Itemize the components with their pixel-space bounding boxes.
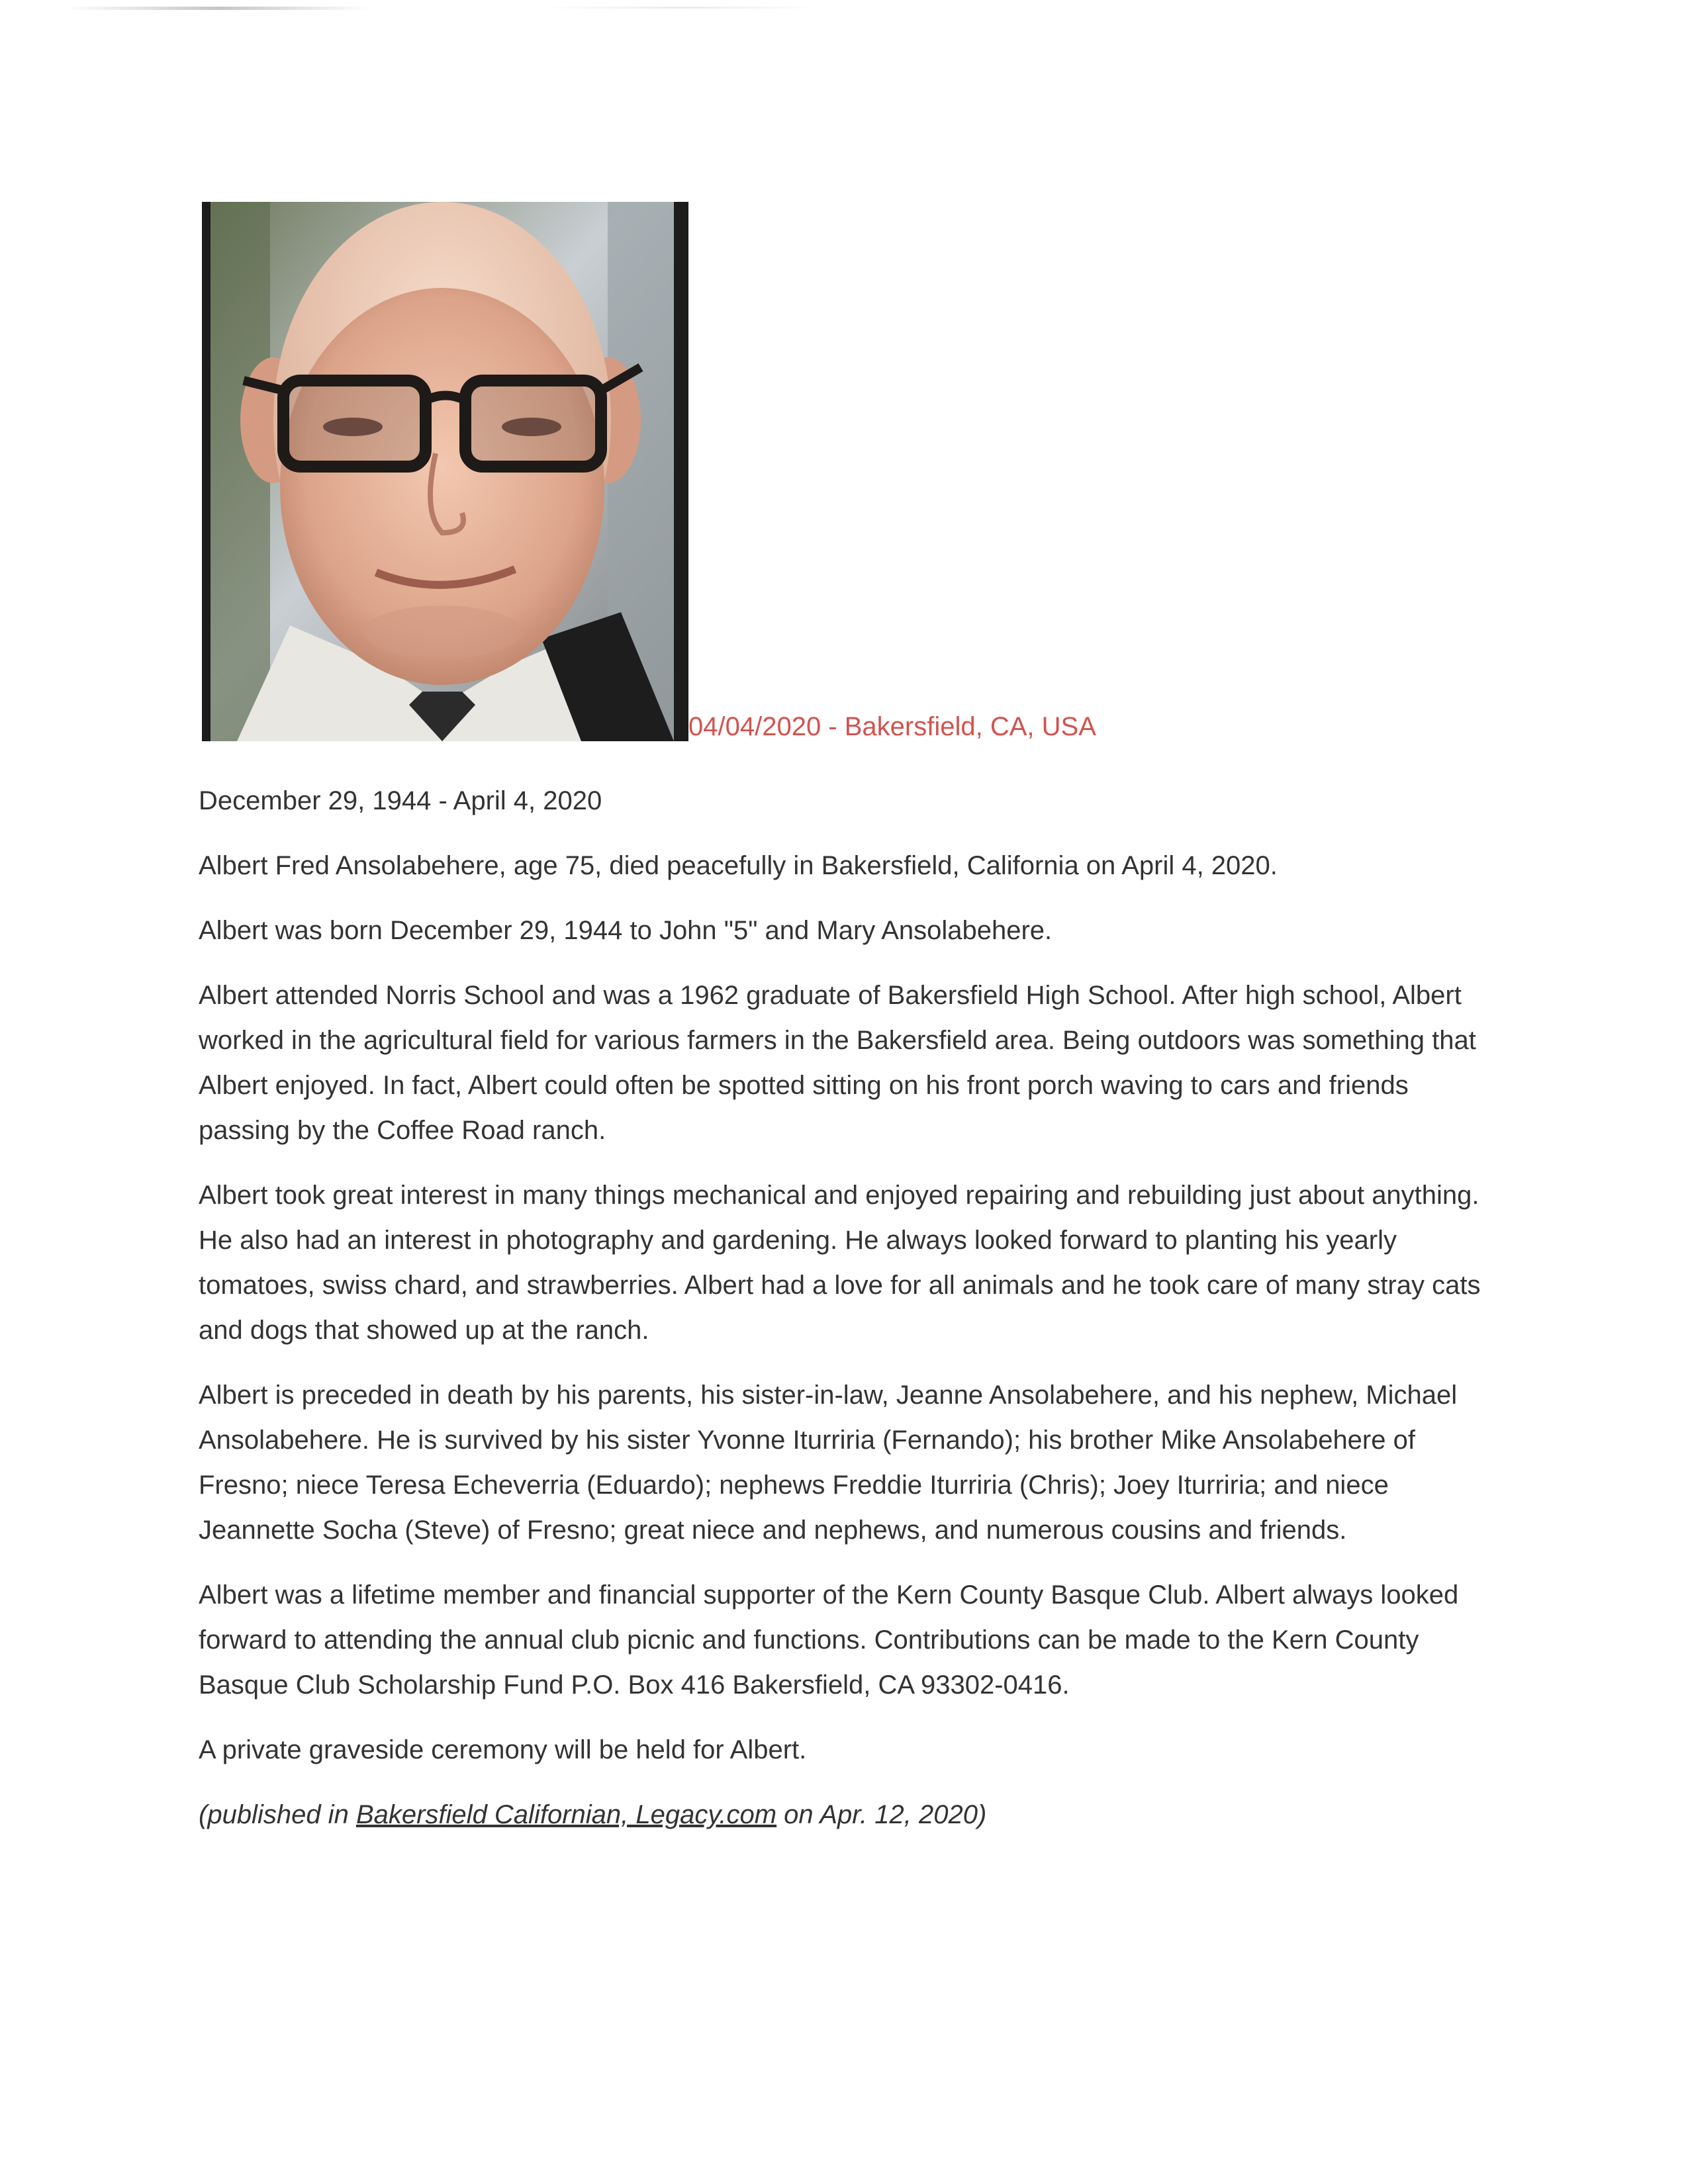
- publication-suffix: on Apr. 12, 2020): [776, 1800, 987, 1829]
- obituary-paragraph: Albert was born December 29, 1944 to John "5" and Mary Ansolabehere.: [199, 916, 1053, 945]
- publication-source-link[interactable]: Bakersfield Californian, Legacy.com: [355, 1800, 777, 1829]
- publication-note: [199, 1792, 1496, 1837]
- date-location-line: 04/04/2020 - Bakersfield, CA, USA: [688, 712, 1096, 741]
- publication-prefix: (published in: [199, 1800, 356, 1829]
- portrait-photo-icon: [211, 202, 674, 741]
- obituary-paragraph: Albert took great interest in many things mechanical and enjoyed repairing and rebuilding just about anything. He also had an interest in photography and gardening. He always looked forward to planting his yearly tomatoes, swiss chard, and strawberries. Albert had a love for all animals and he took care of many stray cats and dogs that showed up at the ranch.: [199, 1181, 1481, 1345]
- obituary-paragraph: Albert Fred Ansolabehere, age 75, died peacefully in Bakersfield, California on April 4, 2020.: [199, 851, 1278, 880]
- obituary-paragraph: A private graveside ceremony will be held for Albert.: [199, 1735, 807, 1764]
- obituary-paragraph: Albert was a lifetime member and financial supporter of the Kern County Basque Club. Albert always looked forward to attending the annual club picnic and functions. Contributions can be made to the Kern County Basque Club Scholarship Fund P.O. Box 416 Bakersfield, CA 93302-0416.: [199, 1580, 1459, 1700]
- obituary-paragraph: Albert is preceded in death by his parents, his sister-in-law, Jeanne Ansolabehere, and his nephew, Michael Ansolabehere. He is survived by his sister Yvonne Iturriria (Fernando); his brother Mike Ansolabehere of Fresno; niece Teresa Echeverria (Eduardo); nephews Freddie Iturriria (Chris); Joey Iturriria; and niece Jeannette Socha (Steve) of Fresno; great niece and nephews, and numerous cousins and friends.: [199, 1381, 1458, 1545]
- life-dates: December 29, 1944 - April 4, 2020: [199, 786, 602, 815]
- scan-artifact: [66, 7, 371, 10]
- scan-artifact: [543, 7, 821, 9]
- obituary-body: [199, 778, 1496, 1857]
- portrait-photo: [202, 202, 688, 741]
- obituary-paragraph: Albert attended Norris School and was a 1962 graduate of Bakersfield High School. After high school, Albert worked in the agricultural field for various farmers in the Bakersfield area. Being outdoors was something that Albert enjoyed. In fact, Albert could often be spotted sitting on his front porch waving to cars and friends passing by the Coffee Road ranch.: [199, 981, 1476, 1145]
